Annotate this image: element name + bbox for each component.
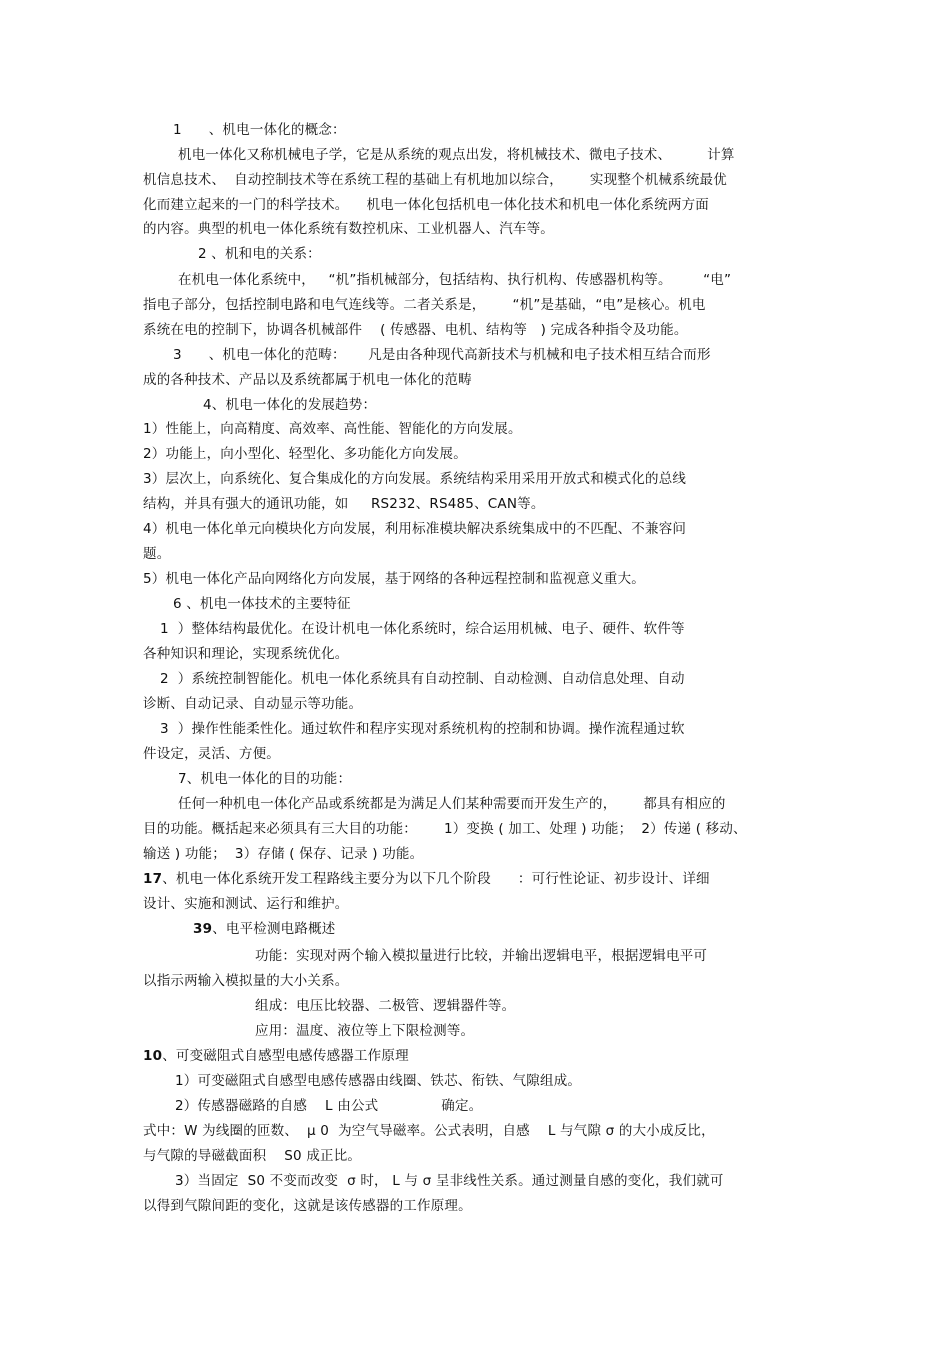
heading-7: 7、机电一体化的目的功能： — [178, 771, 352, 787]
paragraph-line: 以指示两输入模拟量的大小关系。 — [143, 973, 349, 989]
list-item: 1）性能上，向高精度、高效率、高性能、智能化的方向发展。 — [143, 421, 522, 437]
paragraph-line: 应用：温度、液位等上下限检测等。 — [255, 1023, 475, 1039]
paragraph-line: 化而建立起来的一门的科学技术。 机电一体化包括机电一体化技术和机电一体化系统两方面 — [143, 197, 709, 213]
paragraph-line: 组成：电压比较器、二极管、逻辑器件等。 — [255, 998, 516, 1014]
paragraph-line: 结构，并具有强大的通讯功能，如 RS232、RS485、CAN等。 — [143, 496, 545, 512]
paragraph-line: 目的功能。概括起来必须具有三大目的功能： 1）变换 ( 加工、处理 ) 功能； 2）传递 ( 移动、 — [143, 821, 747, 837]
paragraph-line: 在机电一体化系统中， “机”指机械部分，包括结构、执行机构、传感器机构等。 “电” — [178, 272, 732, 288]
heading-4: 4、机电一体化的发展趋势： — [203, 397, 377, 413]
paragraph-line: 系统在电的控制下，协调各机械部件 ( 传感器、电机、结构等 ) 完成各种指令及功能。 — [143, 322, 688, 338]
paragraph-line: 各种知识和理论，实现系统优化。 — [143, 646, 349, 662]
paragraph-line: 输送 ) 功能； 3）存储 ( 保存、记录 ) 功能。 — [143, 846, 424, 862]
list-item: 3）当固定 S0 不变而改变 σ 时， L 与 σ 呈非线性关系。通过测量自感的变化，我们就可 — [175, 1173, 724, 1189]
heading-3: 3 、机电一体化的范畴： 凡是由各种现代高新技术与机械和电子技术相互结合而形 — [173, 347, 711, 363]
paragraph-line: 任何一种机电一体化产品或系统都是为满足人们某种需要而开发生产的， 都具有相应的 — [178, 796, 726, 812]
paragraph-line: 成的各种技术、产品以及系统都属于机电一体化的范畴 — [143, 372, 472, 388]
heading-39: 39、电平检测电路概述 — [193, 921, 336, 937]
list-item: 3 ）操作性能柔性化。通过软件和程序实现对系统机构的控制和协调。操作流程通过软 — [160, 721, 685, 737]
paragraph-line: 的内容。典型的机电一体化系统有数控机床、工业机器人、汽车等。 — [143, 221, 554, 237]
paragraph-line: 功能：实现对两个输入模拟量进行比较，并输出逻辑电平，根据逻辑电平可 — [255, 948, 708, 964]
list-item: 1 ）整体结构最优化。在设计机电一体化系统时，综合运用机械、电子、硬件、软件等 — [160, 621, 685, 637]
paragraph-line: 以得到气隙间距的变化，这就是该传感器的工作原理。 — [143, 1198, 472, 1214]
paragraph-line: 件设定，灵活、方便。 — [143, 746, 280, 762]
paragraph-line: 与气隙的导磁截面积 S0 成正比。 — [143, 1148, 362, 1164]
list-item: 2）功能上，向小型化、轻型化、多功能化方向发展。 — [143, 446, 467, 462]
paragraph-line: 机信息技术、 自动控制技术等在系统工程的基础上有机地加以综合， 实现整个机械系统最优 — [143, 172, 727, 188]
list-item: 4）机电一体化单元向模块化方向发展，利用标准模块解决系统集成中的不匹配、不兼容问 — [143, 521, 687, 537]
list-item: 3）层次上，向系统化、复合集成化的方向发展。系统结构采用采用开放式和模式化的总线 — [143, 471, 687, 487]
list-item: 2 ）系统控制智能化。机电一体化系统具有自动控制、自动检测、自动信息处理、自动 — [160, 671, 685, 687]
paragraph-line: 指电子部分，包括控制电路和电气连线等。二者关系是， “机”是基础，“电”是核心。机电 — [143, 297, 706, 313]
list-item: 1）可变磁阻式自感型电感传感器由线圈、铁芯、衔铁、气隙组成。 — [175, 1073, 582, 1089]
paragraph-line: 式中：W 为线圈的匝数、 μ 0 为空气导磁率。公式表明，自感 L 与气隙 σ 的大小成反比， — [143, 1123, 715, 1139]
list-item: 2）传感器磁路的自感 L 由公式 确定。 — [175, 1098, 483, 1114]
heading-17: 17、机电一体化系统开发工程路线主要分为以下几个阶段 ：可行性论证、初步设计、详细 — [143, 871, 710, 887]
heading-10: 10、可变磁阻式自感型电感传感器工作原理 — [143, 1048, 409, 1064]
heading-2: 2 、机和电的关系： — [198, 246, 321, 262]
heading-6: 6 、机电一体技术的主要特征 — [173, 596, 351, 612]
paragraph-line: 机电一体化又称机械电子学，它是从系统的观点出发，将机械技术、微电子技术、 计算 — [178, 147, 735, 163]
list-item: 5）机电一体化产品向网络化方向发展，基于网络的各种远程控制和监视意义重大。 — [143, 571, 645, 587]
paragraph-line: 设计、实施和测试、运行和维护。 — [143, 896, 349, 912]
paragraph-line: 诊断、自动记录、自动显示等功能。 — [143, 696, 363, 712]
heading-1: 1 、机电一体化的概念： — [173, 122, 346, 138]
paragraph-line: 题。 — [143, 546, 171, 562]
